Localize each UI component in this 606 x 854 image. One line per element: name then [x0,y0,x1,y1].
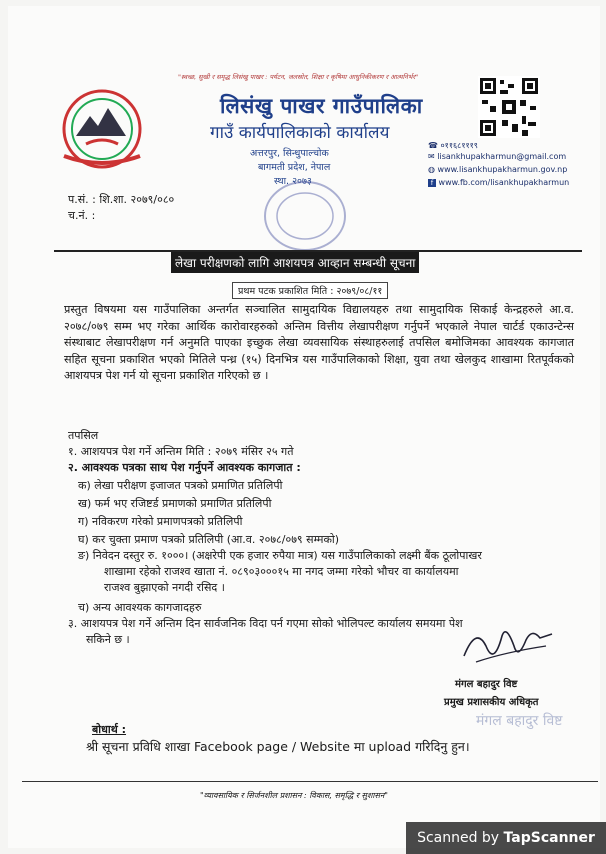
letter-page [8,6,600,848]
motto-text: "स्वच्छ, सुखी र समृद्ध लिसंखु पाखर : पर्यटन, जलस्रोत, शिक्षा र कृषिमा आधुनिकीकरण र आत्मनिर्भर" [178,73,419,81]
qr-code-icon [478,76,540,138]
notice-subject: लेखा परीक्षणको लागि आशयपत्र आव्हान सम्बन्धी सूचना [171,252,419,273]
schedule-heading: तपसिल [68,429,99,442]
office-name: लिसंखु पाखर गाउँपालिका [220,94,423,118]
document-item: च) अन्य आवश्यक कागजादहरु [78,601,202,614]
contact-website [428,165,567,174]
contact-facebook [428,178,569,187]
address-line-2: बागमती प्रदेश, नेपाल [258,162,331,173]
footer-slogan: "व्यावसायिक र सिर्जनशील प्रशासन : विकास, समृद्धि र सुशासन" [200,791,388,800]
schedule-item-3-continued: सकिने छ । [86,633,130,646]
globe-icon: ◍ [428,165,435,174]
document-item: ग) नविकरण गरेको प्रमाणपत्रको प्रतिलिपी [78,515,243,528]
phone-icon: ☎ [428,141,438,150]
footer-divider [22,781,598,782]
letter-number: प.सं. : शि.शा. २०७९/०८० [68,193,175,206]
document-item: क) लेखा परीक्षण इजाजत पत्रको प्रमाणित प्रतिलिपी [78,479,283,492]
signatory-title: प्रमुख प्रशासकीय अधिकृत [444,697,539,708]
document-item: ङ) निवेदन दस्तुर रु. १०००। (अक्षरेपी एक हजार रुपैया मात्र) यस गाउँपालिकाको लक्ष्मी बैंक ठूलोपाखर [78,549,482,562]
address-line-3: स्था. २०७३ [274,176,312,187]
watermark-brand: TapScanner [503,830,595,846]
schedule-item-3: ३. आशयपत्र पेश गर्ने अन्तिम दिन सार्वजनिक विदा पर्न गएमा सोको भोलिपल्ट कार्यालय समयमा पेश [68,617,463,630]
scanner-watermark [406,822,606,854]
signatory-stamp: मंगल बहादुर विष्ट [476,713,563,729]
facebook-icon: f [428,179,436,187]
copy-to-line: श्री सूचना प्रविधि शाखा Facebook page / Website मा upload गरिदिनु हुन। [86,739,470,754]
notice-body: प्रस्तुत विषयमा यस गाउँपालिका अन्तर्गत सञ्चालित सामुदायिक विद्यालयहरु तथा सामुदायिक सिकाई केन्द्रहरुले आ.व. २०७८/०७९ सम्म भए गरेका आर्थिक कारोवारहरुको अन्तिम वित्तीय लेखापरीक्षण गर्नुपर्ने भएकाले नेपाल चार्टर्ड एकाउन्टेन्स संस्थाबाट लेखापरीक्षण गर्न अनुमति पाएका इच्छुक लेखा व्यवसायिक संस्थाहरुलाई तपसिल बमोजिमका आवश्यक कागजात सहित सूचना प्रकाशित भएको मितिले पन्ध्र (१५) दिनभित्र यस गाउँपालिकाको शिक्षा, युवा तथा खेलकुद शाखामा रितपूर्वकको आशयपत्र पेश गर्न यो सूचना प्रकाशित गरिएको छ । [64,303,574,383]
contact-email [428,152,566,161]
website-text: www.lisankhupakharmun.gov.np [437,165,568,174]
nepal-emblem-icon [56,86,148,172]
signatory-name: मंगल बहादुर विष्ट [455,679,518,690]
publication-date: प्रथम पटक प्रकाशित मिति : २०७९/०८/११ [232,282,388,299]
email-text: lisankhupakharmun@gmail.com [437,152,567,161]
email-icon: ✉ [428,152,435,161]
document-item-continued: शाखामा रहेको राजश्व खाता नं. ०८९०३०००१५ मा नगद जम्मा गरेको भौचर वा कार्यालयमा [104,565,459,578]
phone-text: ०११६८१११९ [440,141,478,150]
document-item: घ) कर चुक्ता प्रमाण पत्रको प्रतिलिपी (आ.व. २०७८/०७९ सम्मको) [78,533,340,546]
watermark-prefix: Scanned by [417,830,504,846]
contact-phone [428,140,478,151]
copy-to-label: बोधार्थ : [92,723,127,736]
facebook-text: www.fb.com/lisankhupakharmun [438,178,570,187]
schedule-item-1: १. आशयपत्र पेश गर्ने अन्तिम मिति : २०७९ मंसिर २५ गते [68,445,294,458]
dispatch-number: च.नं. : [68,209,96,222]
office-stamp-icon [260,178,350,254]
address-line-1: अत्तरपुर, सिन्धुपाल्चोक [250,148,329,159]
document-item-continued: राजश्व बुझाएको नगदी रसिद । [104,581,225,594]
office-subtitle: गाउँ कार्यपालिकाको कार्यालय [210,123,390,143]
schedule-item-2: २. आवश्यक पत्रका साथ पेश गर्नुपर्ने आवश्यक कागजात : [68,461,301,474]
document-item: ख) फर्म भए रजिष्टर्ड प्रमाणको प्रमाणित प्रतिलिपी [78,497,272,510]
handwritten-signature-icon [456,616,566,678]
